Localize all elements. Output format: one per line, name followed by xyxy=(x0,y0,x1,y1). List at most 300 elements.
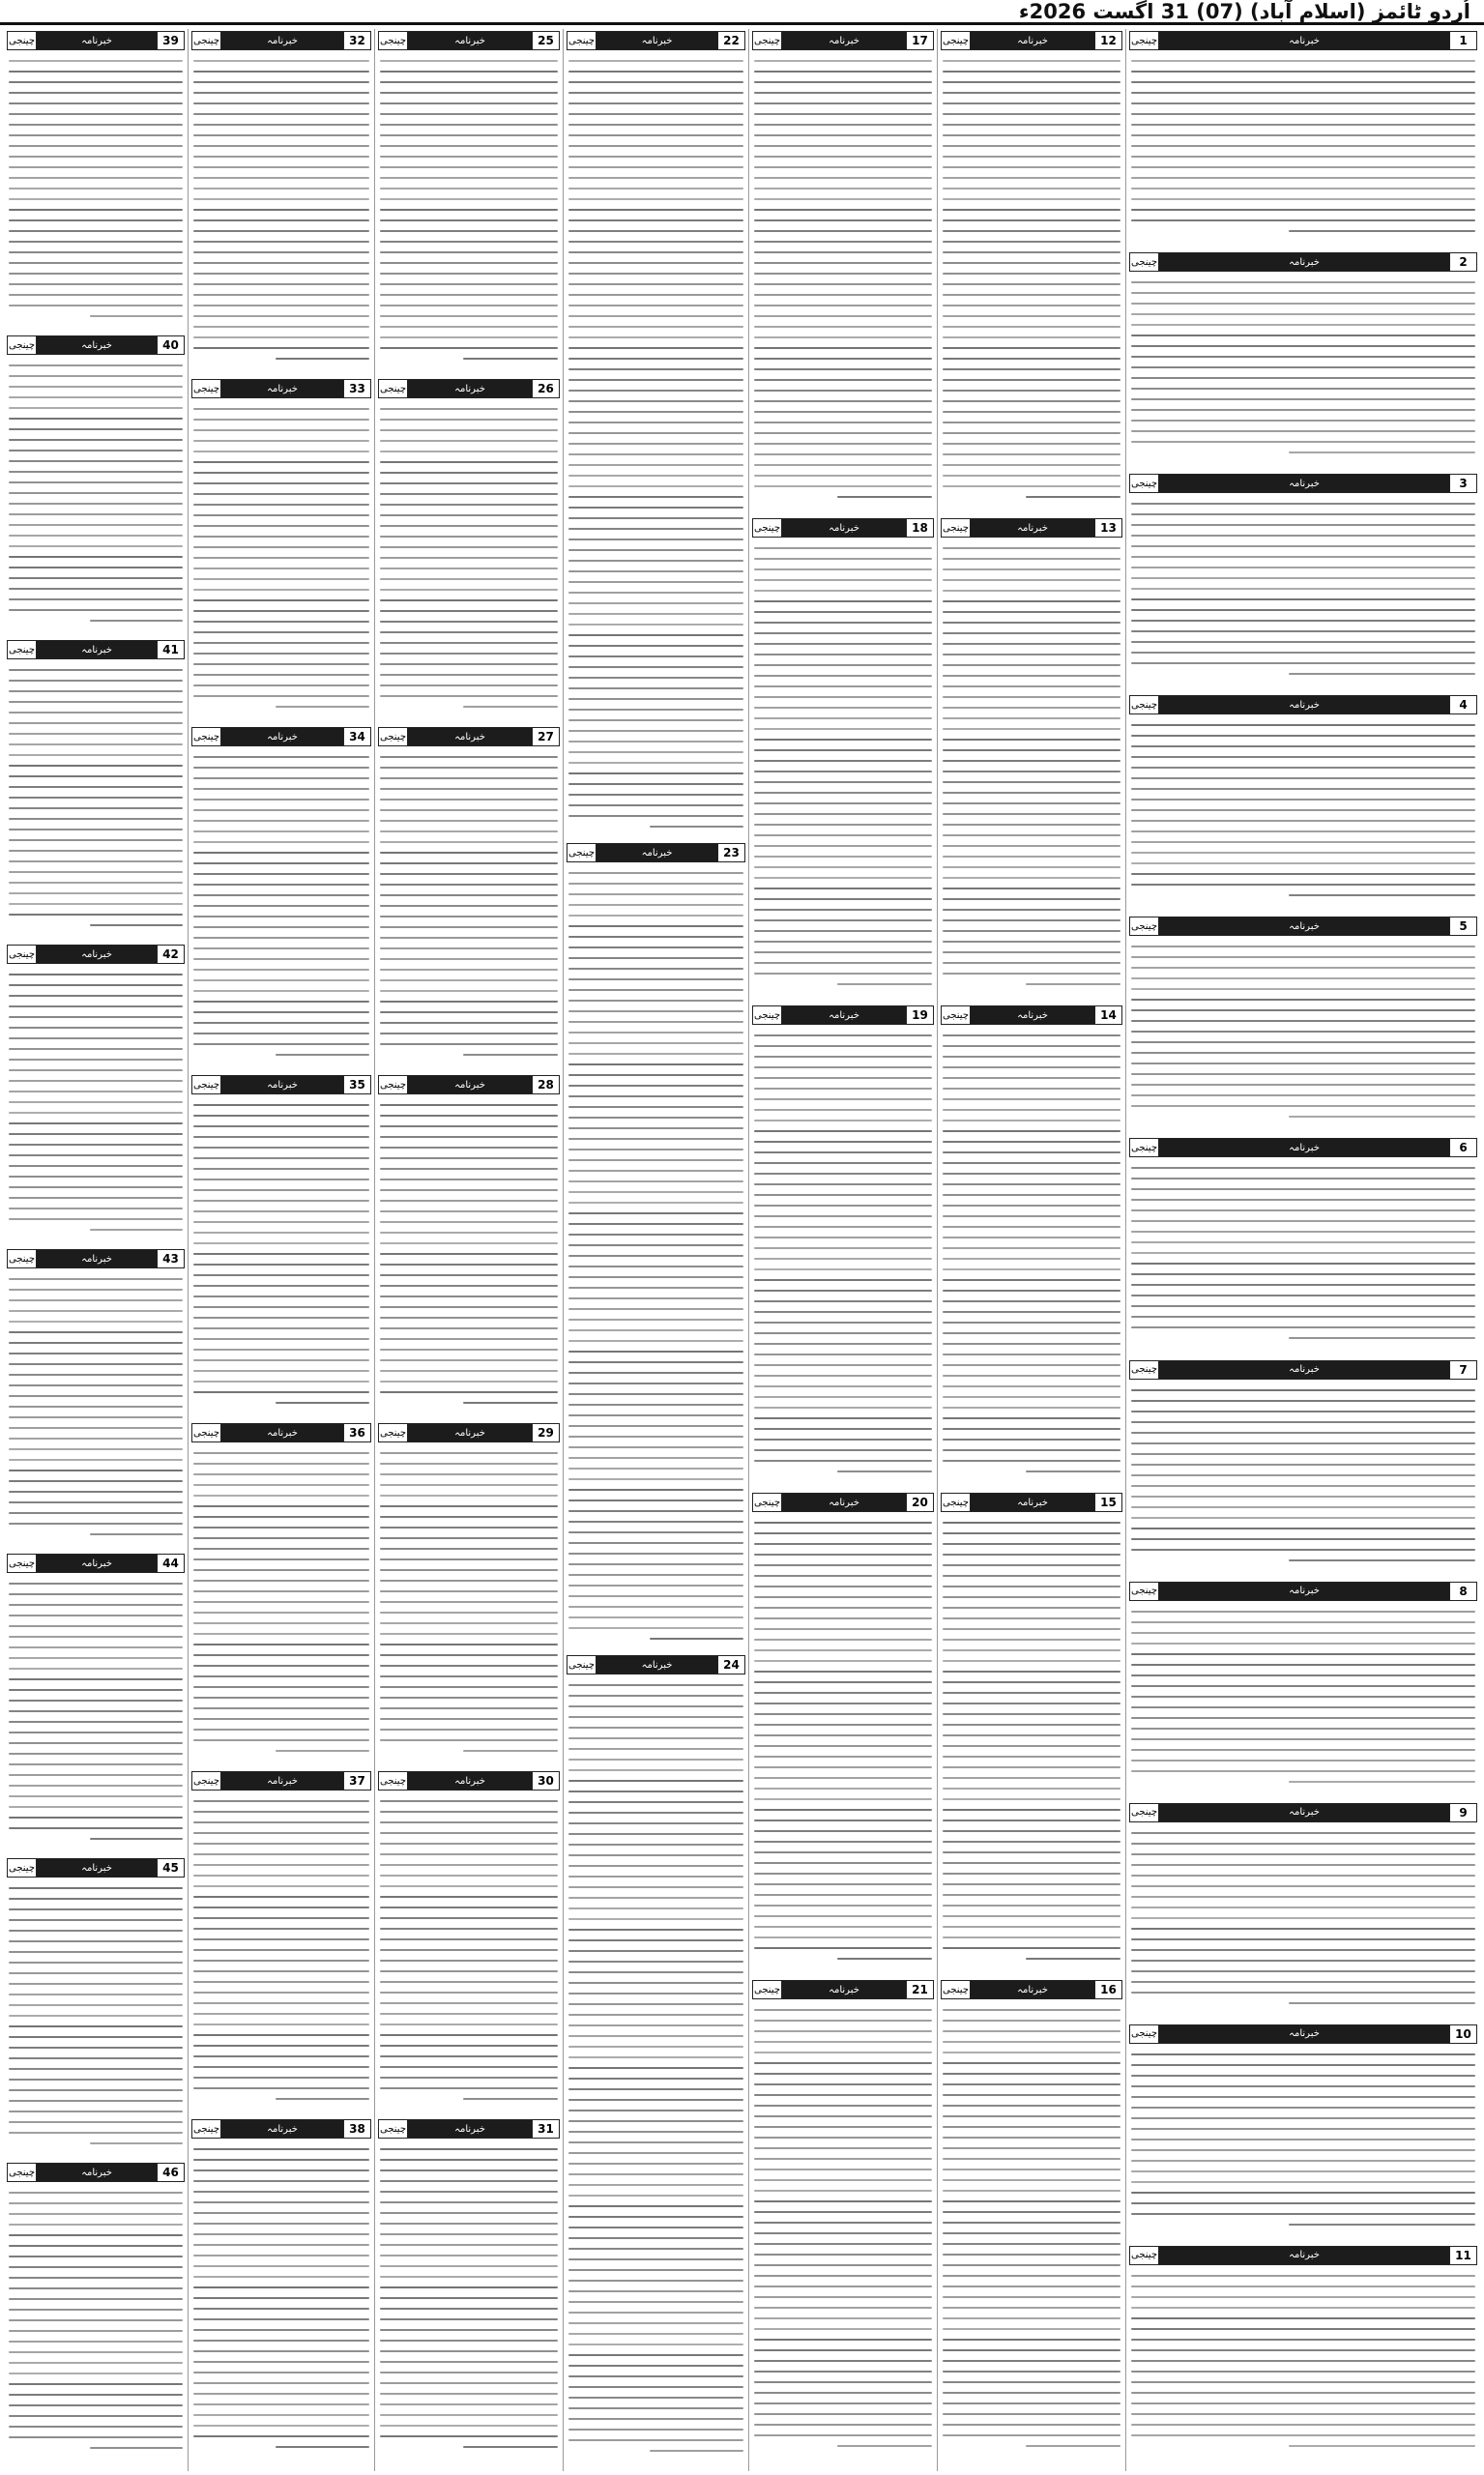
text-line xyxy=(380,1612,558,1614)
text-line xyxy=(568,872,743,874)
text-line xyxy=(754,166,932,168)
text-line xyxy=(9,294,183,296)
news-item-label: خبرنامہ xyxy=(221,1772,343,1790)
text-line xyxy=(754,1575,932,1577)
text-line xyxy=(380,937,558,939)
text-line xyxy=(1131,1295,1475,1296)
text-line xyxy=(943,2190,1120,2192)
news-item-number: 17 xyxy=(906,32,933,49)
text-line xyxy=(568,2375,743,2377)
text-line xyxy=(568,815,743,817)
text-line xyxy=(380,124,558,126)
text-line xyxy=(754,1564,932,1566)
text-line xyxy=(193,2034,369,2036)
text-line xyxy=(943,156,1120,158)
text-line xyxy=(1131,2107,1475,2109)
text-line xyxy=(380,1875,558,1877)
news-item-body xyxy=(1129,942,1477,1132)
text-line xyxy=(380,820,558,822)
text-line xyxy=(568,634,743,636)
text-line xyxy=(193,1189,369,1191)
text-line xyxy=(568,1106,743,1108)
text-line xyxy=(1131,324,1475,326)
text-line xyxy=(568,347,743,349)
text-line xyxy=(193,557,369,559)
text-line xyxy=(754,2169,932,2170)
text-line xyxy=(1131,398,1475,400)
text-line xyxy=(1131,1009,1475,1011)
text-line xyxy=(380,451,558,452)
text-line xyxy=(380,1022,558,1024)
text-line xyxy=(193,1495,369,1497)
text-line xyxy=(380,2002,558,2004)
news-item-header xyxy=(1129,917,1477,936)
text-line xyxy=(568,113,743,115)
text-line xyxy=(943,1617,1120,1619)
text-line xyxy=(1131,209,1475,211)
text-line xyxy=(943,2317,1120,2319)
text-line xyxy=(193,1800,369,1802)
text-line xyxy=(754,2424,932,2426)
text-line xyxy=(943,1851,1120,1853)
text-line xyxy=(754,2211,932,2213)
text-line xyxy=(568,102,743,104)
news-item xyxy=(752,518,934,1000)
news-item-number: 34 xyxy=(343,728,370,745)
news-item-number: 12 xyxy=(1094,32,1121,49)
text-line xyxy=(943,568,1120,570)
news-item-body xyxy=(941,56,1122,512)
text-line xyxy=(754,1449,932,1451)
text-line xyxy=(943,166,1120,168)
text-line xyxy=(193,177,369,179)
text-line xyxy=(568,1149,743,1150)
news-item-body xyxy=(567,56,745,837)
news-item xyxy=(1129,1582,1477,1797)
text-line xyxy=(568,2110,743,2111)
text-line xyxy=(754,802,932,804)
text-line xyxy=(754,600,932,602)
text-line xyxy=(9,407,183,409)
text-line xyxy=(1131,1864,1475,1866)
text-line xyxy=(943,2115,1120,2117)
text-line xyxy=(9,145,183,147)
news-item-header xyxy=(7,335,185,355)
text-line xyxy=(380,1200,558,1202)
text-line xyxy=(754,962,932,964)
text-line xyxy=(568,772,743,774)
text-line xyxy=(193,1210,369,1212)
text-line xyxy=(380,799,558,801)
text-line xyxy=(193,830,369,832)
text-line xyxy=(943,1322,1120,1324)
news-item-label: خبرنامہ xyxy=(408,728,532,745)
text-line xyxy=(1131,1105,1475,1107)
text-line xyxy=(754,1820,932,1821)
text-line xyxy=(380,1928,558,1930)
news-item-body xyxy=(752,543,934,1000)
text-line xyxy=(943,102,1120,104)
news-item-header xyxy=(378,1075,560,1094)
text-line xyxy=(193,1136,369,1138)
news-item-header xyxy=(941,1493,1122,1512)
text-line xyxy=(943,696,1120,698)
text-line xyxy=(568,230,743,232)
text-line xyxy=(1131,2149,1475,2151)
text-line xyxy=(943,411,1120,413)
text-line xyxy=(568,2024,743,2026)
text-line xyxy=(380,2265,558,2267)
text-line xyxy=(9,1742,183,1744)
text-line xyxy=(193,326,369,328)
text-line xyxy=(9,305,183,306)
text-line xyxy=(9,71,183,73)
text-line xyxy=(568,166,743,168)
text-line xyxy=(463,1054,558,1056)
text-line xyxy=(568,1127,743,1129)
news-item-label: خبرنامہ xyxy=(1159,696,1449,713)
text-line xyxy=(193,2148,369,2150)
text-line xyxy=(754,326,932,328)
text-line xyxy=(1131,292,1475,294)
text-line xyxy=(380,2255,558,2257)
text-line xyxy=(754,739,932,741)
news-column-2 xyxy=(937,29,1125,2471)
text-line xyxy=(1131,2317,1475,2319)
news-item-label: خبرنامہ xyxy=(37,336,157,354)
text-line xyxy=(193,283,369,285)
news-item xyxy=(1129,252,1477,468)
text-line xyxy=(9,882,183,884)
news-item-number: 30 xyxy=(532,1772,559,1790)
text-line xyxy=(568,1939,743,1941)
text-line xyxy=(9,829,183,830)
text-line xyxy=(9,1331,183,1333)
text-line xyxy=(943,379,1120,381)
text-line xyxy=(568,1897,743,1899)
text-line xyxy=(1131,1063,1475,1064)
text-line xyxy=(9,1459,183,1461)
masthead xyxy=(0,0,1484,25)
news-item-header xyxy=(567,1655,745,1674)
text-line xyxy=(9,198,183,200)
text-line xyxy=(1131,1528,1475,1529)
text-line xyxy=(943,951,1120,953)
text-line xyxy=(193,1232,369,1234)
text-line xyxy=(943,813,1120,815)
text-line xyxy=(193,1590,369,1592)
text-line xyxy=(754,2339,932,2341)
text-line xyxy=(1131,92,1475,94)
text-line xyxy=(1131,788,1475,790)
news-item-label: خبرنامہ xyxy=(782,1006,906,1024)
text-line xyxy=(9,1165,183,1167)
news-item-header xyxy=(1129,695,1477,714)
news-item-number: 40 xyxy=(157,336,184,354)
text-line xyxy=(9,2394,183,2396)
text-line xyxy=(193,241,369,243)
text-line xyxy=(568,2035,743,2037)
text-line xyxy=(754,834,932,836)
text-line xyxy=(754,1692,932,1694)
text-line xyxy=(568,2120,743,2122)
text-line xyxy=(9,1342,183,1344)
text-line xyxy=(754,124,932,126)
text-line xyxy=(9,598,183,600)
text-line xyxy=(568,1223,743,1225)
text-line xyxy=(754,1034,932,1036)
text-line xyxy=(380,283,558,285)
text-line xyxy=(568,624,743,626)
news-item-tag: چینجی xyxy=(8,946,37,963)
text-line xyxy=(9,743,183,745)
text-line xyxy=(754,1660,932,1662)
text-line xyxy=(193,1938,369,1940)
text-line xyxy=(754,188,932,189)
text-line xyxy=(9,765,183,767)
news-item-header xyxy=(191,727,371,746)
text-line xyxy=(943,1936,1120,1938)
text-line xyxy=(943,1639,1120,1641)
text-line xyxy=(568,390,743,392)
text-line xyxy=(1131,1960,1475,1962)
text-line xyxy=(380,1896,558,1898)
text-line xyxy=(9,1951,183,1953)
text-line xyxy=(1131,1992,1475,1994)
text-line xyxy=(1131,577,1475,579)
text-line xyxy=(943,2179,1120,2181)
text-line xyxy=(754,1300,932,1302)
text-line xyxy=(1131,2160,1475,2162)
text-line xyxy=(1131,745,1475,747)
text-line xyxy=(90,1229,183,1231)
news-item xyxy=(752,31,934,512)
text-line xyxy=(9,1176,183,1178)
text-line xyxy=(90,1838,183,1840)
text-line xyxy=(276,2098,369,2100)
text-line xyxy=(754,1258,932,1260)
news-item-number: 46 xyxy=(157,2164,184,2181)
news-item-label: خبرنامہ xyxy=(408,1424,532,1441)
text-line xyxy=(943,1777,1120,1779)
news-item-body xyxy=(7,56,185,330)
news-item-body xyxy=(567,868,745,1649)
text-line xyxy=(9,2245,183,2247)
text-line xyxy=(193,1179,369,1180)
text-line xyxy=(380,2414,558,2416)
news-item-number: 3 xyxy=(1449,475,1476,492)
text-line xyxy=(380,219,558,221)
text-line xyxy=(380,2276,558,2278)
text-line xyxy=(837,1958,932,1960)
news-item-tag: چینجی xyxy=(379,2120,408,2138)
news-item-header xyxy=(378,1771,560,1791)
text-line xyxy=(1131,1389,1475,1391)
text-line xyxy=(943,877,1120,879)
text-line xyxy=(193,134,369,136)
news-item-tag: چینجی xyxy=(379,1076,408,1093)
text-line xyxy=(754,422,932,423)
text-line xyxy=(754,2349,932,2351)
text-line xyxy=(568,1865,743,1867)
text-line xyxy=(1131,1749,1475,1751)
text-line xyxy=(9,1898,183,1900)
text-line xyxy=(193,102,369,104)
text-line xyxy=(943,1354,1120,1355)
text-line xyxy=(568,698,743,700)
text-line xyxy=(754,1385,932,1387)
text-line xyxy=(568,464,743,466)
text-line xyxy=(9,2319,183,2321)
text-line xyxy=(568,1117,743,1119)
news-item-body xyxy=(1129,720,1477,911)
text-line xyxy=(754,1724,932,1726)
text-line xyxy=(193,347,369,349)
text-line xyxy=(9,2213,183,2215)
text-line xyxy=(943,1194,1120,1196)
text-line xyxy=(380,92,558,94)
text-line xyxy=(754,2020,932,2022)
text-line xyxy=(837,983,932,985)
text-line xyxy=(380,493,558,495)
text-line xyxy=(754,1862,932,1864)
text-line xyxy=(568,2312,743,2314)
text-line xyxy=(193,1569,369,1571)
text-line xyxy=(1131,2128,1475,2130)
text-line xyxy=(193,653,369,655)
text-line xyxy=(9,1353,183,1354)
text-line xyxy=(380,862,558,864)
text-line xyxy=(276,2446,369,2448)
text-line xyxy=(380,2393,558,2395)
text-line xyxy=(943,1300,1120,1302)
text-line xyxy=(193,1011,369,1013)
text-line xyxy=(568,475,743,477)
text-line xyxy=(568,1032,743,1034)
text-line xyxy=(754,209,932,211)
text-line xyxy=(1131,2286,1475,2287)
text-line xyxy=(1131,852,1475,854)
news-item-tag: چینجی xyxy=(567,1656,597,1674)
text-line xyxy=(276,358,369,360)
text-line xyxy=(943,1681,1120,1683)
news-item-tag: چینجی xyxy=(753,32,782,49)
text-line xyxy=(193,1675,369,1677)
text-line xyxy=(9,2404,183,2406)
text-line xyxy=(754,2232,932,2234)
text-line xyxy=(380,1729,558,1731)
text-line xyxy=(568,92,743,94)
text-line xyxy=(1131,1832,1475,1834)
text-line xyxy=(380,1527,558,1529)
text-line xyxy=(9,2351,183,2353)
text-line xyxy=(1131,567,1475,568)
text-line xyxy=(380,440,558,442)
text-line xyxy=(380,642,558,644)
text-line xyxy=(9,386,183,388)
text-line xyxy=(380,198,558,200)
text-line xyxy=(568,177,743,179)
text-line xyxy=(9,1962,183,1964)
text-line xyxy=(568,1266,743,1267)
text-line xyxy=(9,712,183,713)
text-line xyxy=(568,666,743,668)
text-line xyxy=(754,336,932,338)
news-item-header xyxy=(1129,2246,1477,2265)
text-line xyxy=(754,1226,932,1228)
text-line xyxy=(568,2290,743,2292)
text-line xyxy=(943,643,1120,645)
text-line xyxy=(1131,503,1475,505)
text-line xyxy=(754,400,932,402)
text-line xyxy=(9,818,183,820)
text-line xyxy=(9,1646,183,1648)
news-item-tag: چینجی xyxy=(192,728,221,745)
text-line xyxy=(380,916,558,917)
text-line xyxy=(943,1034,1120,1036)
text-line xyxy=(193,578,369,580)
text-line xyxy=(754,771,932,772)
text-line xyxy=(193,2159,369,2161)
text-line xyxy=(193,2265,369,2267)
text-line xyxy=(943,760,1120,762)
text-line xyxy=(1131,134,1475,136)
news-item-header xyxy=(752,1493,934,1512)
text-line xyxy=(1131,219,1475,221)
text-line xyxy=(90,620,183,622)
text-line xyxy=(568,134,743,136)
text-line xyxy=(1131,809,1475,811)
text-line xyxy=(754,1290,932,1292)
text-line xyxy=(568,1993,743,1995)
text-line xyxy=(568,613,743,615)
text-line xyxy=(568,762,743,764)
text-line xyxy=(1131,2360,1475,2362)
text-line xyxy=(754,368,932,370)
text-line xyxy=(754,262,932,264)
text-line xyxy=(1131,830,1475,832)
text-line xyxy=(754,1830,932,1832)
text-line xyxy=(9,1395,183,1397)
text-line xyxy=(380,1452,558,1454)
text-line xyxy=(568,443,743,445)
text-line xyxy=(380,2212,558,2214)
text-line xyxy=(9,892,183,894)
text-line xyxy=(754,294,932,296)
text-line xyxy=(193,1168,369,1170)
text-line xyxy=(9,1384,183,1386)
text-line xyxy=(568,549,743,551)
news-item-label: خبرنامہ xyxy=(408,1076,532,1093)
text-line xyxy=(943,1407,1120,1409)
text-line xyxy=(754,2115,932,2117)
text-line xyxy=(380,347,558,349)
text-line xyxy=(943,1396,1120,1398)
text-line xyxy=(568,1737,743,1739)
text-line xyxy=(380,2201,558,2203)
text-line xyxy=(193,71,369,73)
text-line xyxy=(943,358,1120,360)
news-item-label: خبرنامہ xyxy=(37,1859,157,1877)
text-line xyxy=(380,156,558,158)
text-line xyxy=(943,60,1120,62)
text-line xyxy=(943,2147,1120,2149)
text-line xyxy=(568,1833,743,1835)
text-line xyxy=(943,241,1120,243)
text-line xyxy=(193,1527,369,1529)
news-item-body xyxy=(941,2005,1122,2461)
text-line xyxy=(754,1215,932,1217)
